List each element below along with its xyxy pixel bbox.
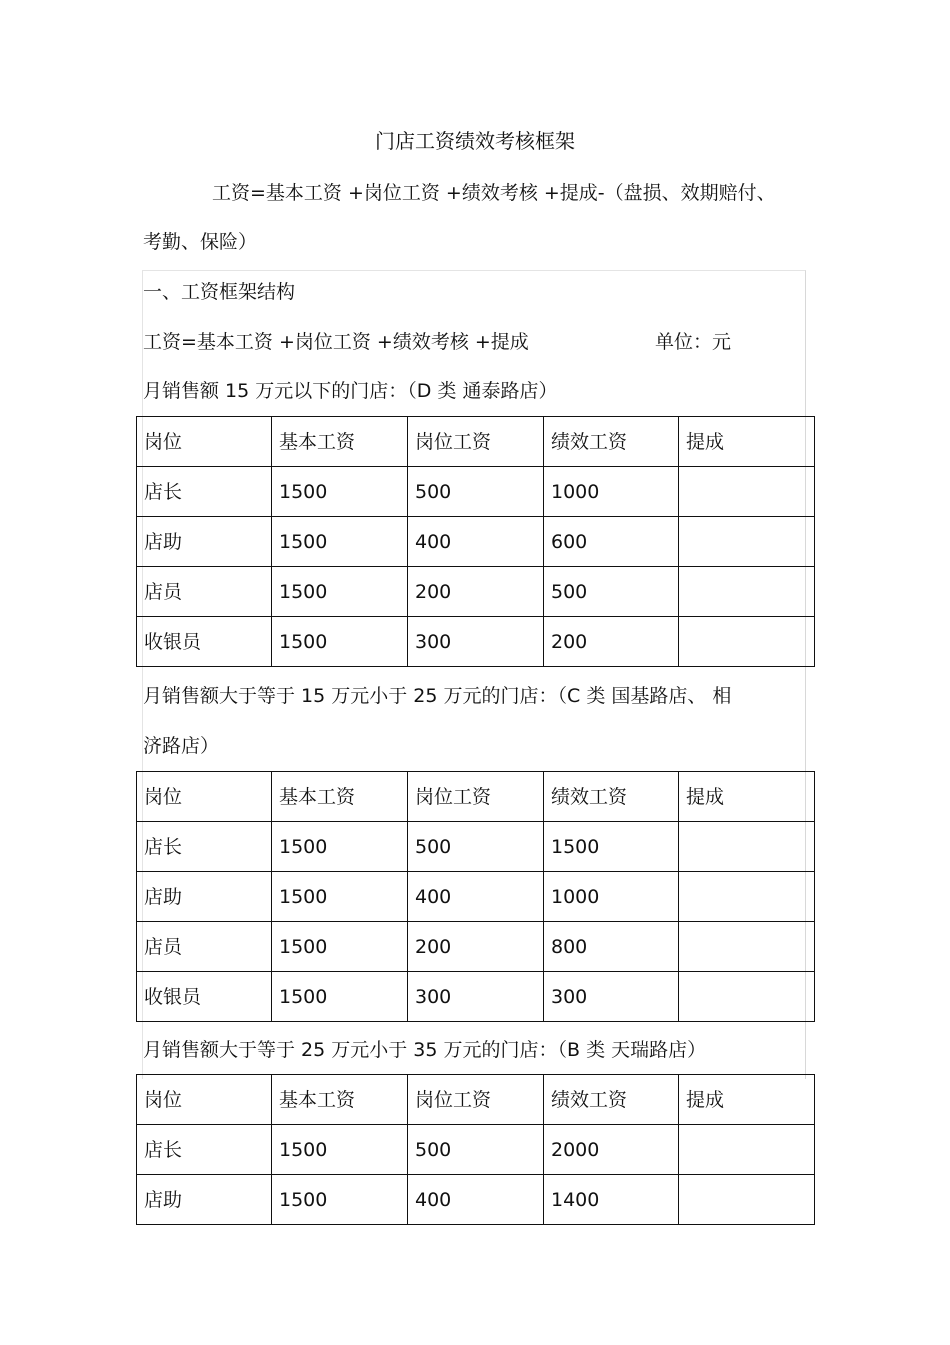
table-header-row — [137, 417, 815, 467]
table-cell: 收银员 — [137, 972, 272, 1022]
table-cell — [679, 1125, 815, 1175]
table-cell: 200 — [408, 567, 544, 617]
table-cell: 500 — [544, 567, 679, 617]
header-cell: 岗位工资 — [408, 1075, 544, 1125]
table-cell: 1500 — [272, 822, 408, 872]
header-cell: 提成 — [679, 772, 815, 822]
table-cell: 店助 — [137, 1175, 272, 1225]
section-heading: 一、工资框架结构 — [143, 281, 296, 303]
header-cell: 绩效工资 — [544, 1075, 679, 1125]
header-cell: 岗位工资 — [408, 417, 544, 467]
table-cell: 1500 — [544, 822, 679, 872]
header-cell: 基本工资 — [272, 772, 408, 822]
table-cell — [679, 617, 815, 667]
table-cell — [679, 972, 815, 1022]
unit-label: 单位：元 — [655, 331, 732, 353]
table-cell: 1500 — [272, 922, 408, 972]
table-cell: 300 — [408, 972, 544, 1022]
table-header-row — [137, 772, 815, 822]
table-cell: 1500 — [272, 567, 408, 617]
header-cell: 岗位 — [137, 417, 272, 467]
header-cell: 提成 — [679, 417, 815, 467]
table-cell: 400 — [408, 517, 544, 567]
tier-c-table — [136, 771, 815, 1022]
table-cell: 300 — [408, 617, 544, 667]
table-row — [137, 617, 815, 667]
header-cell: 岗位工资 — [408, 772, 544, 822]
table-cell: 店助 — [137, 517, 272, 567]
table-cell: 500 — [408, 822, 544, 872]
table-cell: 收银员 — [137, 617, 272, 667]
table-cell: 店助 — [137, 872, 272, 922]
tier-b-caption: 月销售额大于等于 25 万元小于 35 万元的门店：（B 类 天瑞路店） — [143, 1039, 707, 1061]
table-row — [137, 1175, 815, 1225]
table-row — [137, 872, 815, 922]
table-row — [137, 822, 815, 872]
tier-c-caption-line1: 月销售额大于等于 15 万元小于 25 万元的门店：（C 类 国基路店、 相 — [143, 685, 732, 707]
table-cell: 店长 — [137, 1125, 272, 1175]
table-cell: 400 — [408, 872, 544, 922]
table-cell: 1500 — [272, 1125, 408, 1175]
table-cell — [679, 467, 815, 517]
tier-d-caption: 月销售额 15 万元以下的门店：（D 类 通泰路店） — [143, 380, 558, 402]
table-cell: 600 — [544, 517, 679, 567]
tier-d-table — [136, 416, 815, 667]
table-cell: 店长 — [137, 467, 272, 517]
table-row — [137, 567, 815, 617]
table-cell — [679, 922, 815, 972]
table-cell: 1500 — [272, 872, 408, 922]
tier-b-table — [136, 1074, 815, 1225]
framework-formula: 工资=基本工资 +岗位工资 +绩效考核 +提成 — [143, 331, 529, 353]
table-cell: 400 — [408, 1175, 544, 1225]
table-cell: 1500 — [272, 972, 408, 1022]
table-row — [137, 922, 815, 972]
table-header-row — [137, 1075, 815, 1125]
table-cell — [679, 567, 815, 617]
salary-formula-line2: 考勤、保险） — [143, 231, 258, 253]
header-cell: 提成 — [679, 1075, 815, 1125]
table-cell — [679, 872, 815, 922]
table-row — [137, 1125, 815, 1175]
table-cell: 1500 — [272, 1175, 408, 1225]
table-cell: 店员 — [137, 922, 272, 972]
table-cell: 800 — [544, 922, 679, 972]
table-cell: 200 — [544, 617, 679, 667]
table-cell: 1500 — [272, 467, 408, 517]
header-cell: 岗位 — [137, 1075, 272, 1125]
table-cell: 1500 — [272, 617, 408, 667]
table-cell: 店员 — [137, 567, 272, 617]
tier-c-caption-line2: 济路店） — [143, 735, 220, 757]
table-cell: 1500 — [272, 517, 408, 567]
table-cell: 1400 — [544, 1175, 679, 1225]
salary-formula-line1: 工资=基本工资 +岗位工资 +绩效考核 +提成-（盘损、效期赔付、 — [212, 182, 776, 204]
header-cell: 绩效工资 — [544, 417, 679, 467]
header-cell: 岗位 — [137, 772, 272, 822]
table-cell — [679, 1175, 815, 1225]
header-cell: 绩效工资 — [544, 772, 679, 822]
table-cell: 500 — [408, 467, 544, 517]
table-cell: 500 — [408, 1125, 544, 1175]
table-cell — [679, 822, 815, 872]
document-title: 门店工资绩效考核框架 — [375, 129, 575, 153]
table-cell: 300 — [544, 972, 679, 1022]
table-row — [137, 972, 815, 1022]
table-row — [137, 467, 815, 517]
table-cell: 1000 — [544, 467, 679, 517]
table-cell: 1000 — [544, 872, 679, 922]
header-cell: 基本工资 — [272, 1075, 408, 1125]
header-cell: 基本工资 — [272, 417, 408, 467]
table-row — [137, 517, 815, 567]
table-cell — [679, 517, 815, 567]
table-cell: 2000 — [544, 1125, 679, 1175]
table-cell: 200 — [408, 922, 544, 972]
table-cell: 店长 — [137, 822, 272, 872]
